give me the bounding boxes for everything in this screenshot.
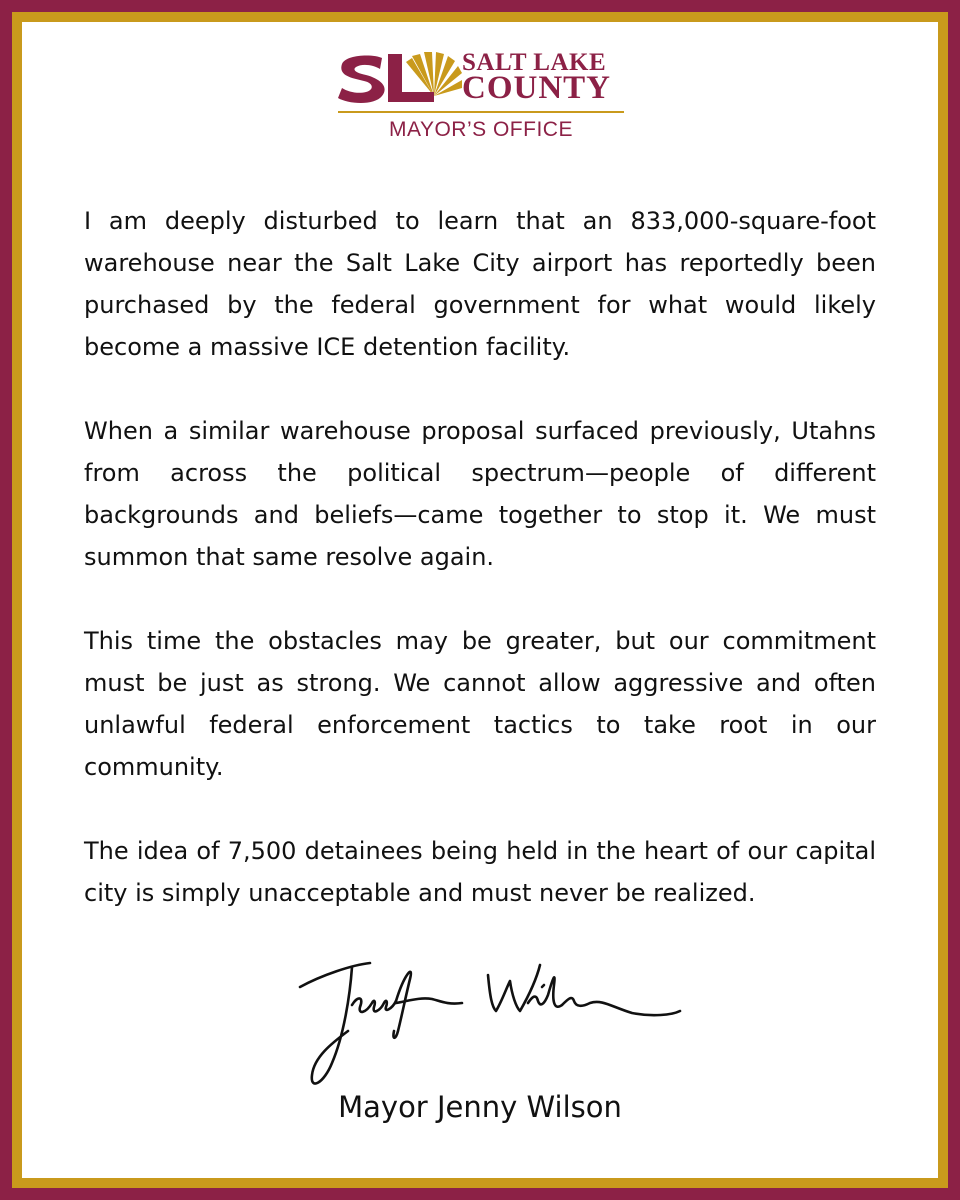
- logo-divider: [338, 111, 624, 113]
- signer-name: Mayor Jenny Wilson: [338, 1090, 622, 1124]
- paragraph-4: The idea of 7,500 detainees being held in the heart of our capital city is simply unacceptable and must never be realized.: [84, 837, 876, 907]
- paragraph-3: This time the obstacles may be greater, but our commitment must be just as strong. We cannot allow aggressive and often unlawful federal enforcement tactics to take root in our community.: [84, 627, 876, 781]
- logo-mayors-office: MAYOR’S OFFICE: [389, 118, 573, 141]
- logo-line-salt-lake: SALT LAKE: [462, 49, 607, 76]
- sl-sunburst-mark: [338, 48, 462, 110]
- paragraph-2: When a similar warehouse proposal surfaced previously, Utahns from across the political spectrum—people of different backgrounds and beliefs—came together to stop it. We must summon that same resolve again.: [84, 417, 876, 571]
- statement-body: [84, 200, 876, 956]
- paragraph-1: I am deeply disturbed to learn that an 833,000-square-foot warehouse near the Salt Lake City airport has reportedly been purchased by the federal government for what would likely become a massive ICE detention facility.: [84, 207, 876, 361]
- logo-line-county: COUNTY: [462, 70, 612, 106]
- salt-lake-county-logo: [338, 48, 624, 146]
- signature-drawing: [292, 945, 692, 1095]
- handwritten-signature: [292, 945, 692, 1095]
